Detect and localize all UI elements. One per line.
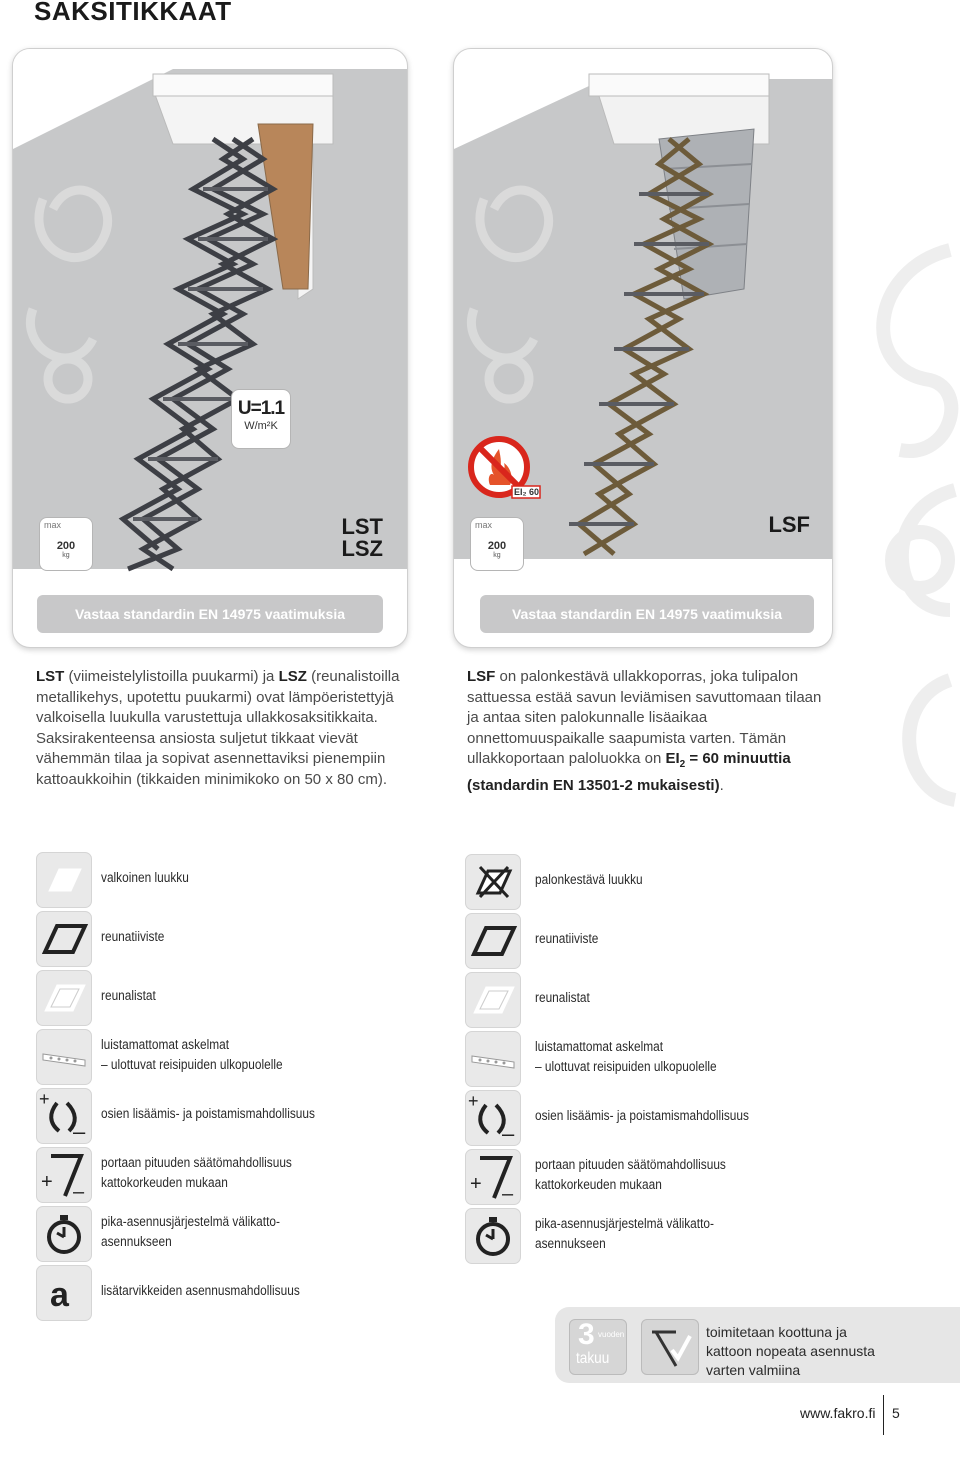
max-load-value: 200 <box>487 540 507 552</box>
warranty-label: takuu <box>576 1350 610 1367</box>
length-adjust-icon <box>36 1147 92 1203</box>
feature-label-line: pika-asennusjärjestelmä välikatto- <box>101 1214 280 1229</box>
max-load-badge <box>39 517 93 571</box>
svg-text:+: + <box>468 1091 479 1111</box>
feature-label-line: pika-asennusjärjestelmä välikatto- <box>535 1216 714 1231</box>
accessories-icon <box>36 1265 92 1321</box>
website-link[interactable]: www.fakro.fi <box>800 1405 876 1421</box>
model-lsz: LSZ <box>278 668 307 685</box>
seal-icon <box>465 913 521 969</box>
non-slip-steps-icon <box>36 1029 92 1085</box>
standard-bar: Vastaa standardin EN 14975 vaatimuksia <box>480 595 814 633</box>
model-lsf: LSF <box>467 668 496 685</box>
length-adjust-icon <box>465 1149 521 1205</box>
add-remove-segment-icon <box>465 1090 521 1146</box>
feature-label <box>101 1104 315 1124</box>
warranty-years: 3 <box>578 1318 595 1351</box>
delivery-text-line: kattoon nopeata asennusta <box>706 1343 875 1359</box>
feature-label <box>101 1153 292 1193</box>
feature-label-line: luistamattomat askelmat <box>535 1039 664 1054</box>
feature-label <box>101 868 189 888</box>
quick-install-icon <box>36 1206 92 1262</box>
feature-label-line: luistamattomat askelmat <box>101 1037 230 1052</box>
svg-text:+: + <box>41 1171 53 1193</box>
max-load-label: max <box>475 520 493 530</box>
fireproof-hatch-icon <box>465 854 521 910</box>
quick-install-icon <box>465 1208 521 1264</box>
feature-label-line: lisätarvikkeiden asennusmahdollisuus <box>101 1283 300 1298</box>
feature-label-line: – ulottuvat reisipuiden ulkopuolelle <box>535 1059 717 1074</box>
footer <box>800 1405 900 1421</box>
fire-class-label: EI₂ 60 <box>514 487 540 497</box>
description-text: on palonkestävä ullakkoporras, joka tulipalon sattuessa estää savun leviämisen savuttomaan tilaan ja antaa siten palokunnalle lisäaikaa onnettomuuspaikalle saapumista varten. Tämän ullakkoportaan paloluokka on <box>467 668 822 767</box>
description-text: (viimeistelylistoilla puukarmi) ja <box>64 668 279 685</box>
description-lst-lsz <box>36 667 412 790</box>
model-name-lsf: LSF <box>768 512 810 537</box>
standard-bar: Vastaa standardin EN 14975 vaatimuksia <box>37 595 383 633</box>
feature-label-line: – ulottuvat reisipuiden ulkopuolelle <box>101 1057 283 1072</box>
fire-class: EI <box>665 750 680 767</box>
u-value-unit: W/m²K <box>244 420 278 432</box>
feature-label <box>101 986 156 1006</box>
feature-label <box>101 1212 280 1252</box>
white-hatch-icon <box>36 852 92 908</box>
warranty-badge <box>569 1319 627 1375</box>
feature-label-line: kattokorkeuden mukaan <box>535 1177 662 1192</box>
feature-label <box>535 1155 726 1195</box>
feature-label <box>535 1214 714 1254</box>
description-lsf <box>467 667 837 796</box>
feature-label <box>535 988 590 1008</box>
fire-class-subscript: 2 <box>679 759 686 770</box>
svg-text:+: + <box>39 1089 50 1109</box>
delivery-text-line: varten valmiina <box>706 1362 801 1378</box>
footer-divider <box>883 1395 884 1435</box>
feature-label <box>101 1035 283 1075</box>
preassembled-icon <box>641 1319 699 1375</box>
svg-text:+: + <box>470 1173 482 1195</box>
feature-label-line: reunalistat <box>101 988 156 1003</box>
model-name-lst: LST <box>341 514 383 539</box>
max-load-value: 200 <box>56 540 76 552</box>
svg-text:–: – <box>502 1121 515 1145</box>
page-title: SAKSITIKKAAT <box>34 0 232 26</box>
trim-icon <box>36 970 92 1026</box>
seal-icon <box>36 911 92 967</box>
svg-text:–: – <box>73 1119 86 1143</box>
delivery-text-line: toimitetaan koottuna ja <box>706 1324 847 1340</box>
feature-label-line: kattokorkeuden mukaan <box>101 1175 228 1190</box>
max-load-unit: kg <box>493 552 501 559</box>
feature-label-line: reunatiiviste <box>101 929 165 944</box>
u-value-badge <box>231 389 291 449</box>
feature-label-line: reunalistat <box>535 990 590 1005</box>
page-number: 5 <box>892 1405 900 1421</box>
feature-label-line: asennukseen <box>101 1234 172 1249</box>
fire-class-value: = 60 minuuttia (standardin EN 13501-2 mukaisesti) <box>467 750 791 794</box>
feature-label <box>535 929 598 949</box>
svg-text:–: – <box>73 1181 85 1202</box>
delivery-text <box>706 1323 875 1380</box>
product-card-lst-lsz <box>12 48 408 648</box>
max-load-label: max <box>44 520 62 530</box>
feature-label-line: osien lisäämis- ja poistamismahdollisuus <box>535 1108 749 1123</box>
description-text: . <box>719 776 724 794</box>
description-text: (reunalistoilla metallikehys, upotettu puukarmi) ovat lämpöeristettyjä valkoisella luukulla varustettuja ullakkosaksitikkaita. Saksirakenteensa ansiosta suljetut tikkaat vievät vähemmän tilaa ja sopivat asennettaviksi pienempiin kattoaukkoihin (tikkaiden minimikoko on 50 x 80 cm). <box>36 668 400 788</box>
feature-label <box>535 1106 749 1126</box>
feature-label <box>101 1281 300 1301</box>
feature-label-line: valkoinen luukku <box>101 870 189 885</box>
feature-label <box>101 927 164 947</box>
feature-label-line: portaan pituuden säätömahdollisuus <box>101 1155 292 1170</box>
svg-text:a: a <box>50 1276 69 1314</box>
max-load-badge <box>470 517 524 571</box>
delivery-info-box <box>555 1307 960 1383</box>
warranty-years-label: vuoden <box>598 1330 625 1339</box>
non-slip-steps-icon <box>465 1031 521 1087</box>
add-remove-segment-icon <box>36 1088 92 1144</box>
svg-text:–: – <box>502 1183 514 1204</box>
feature-label-line: portaan pituuden säätömahdollisuus <box>535 1157 726 1172</box>
u-value-main: U=1.1 <box>237 398 285 419</box>
feature-label-line: asennukseen <box>535 1236 606 1251</box>
feature-label-line: reunatiiviste <box>535 931 599 946</box>
feature-label-line: osien lisäämis- ja poistamismahdollisuus <box>101 1106 315 1121</box>
max-load-unit: kg <box>62 552 70 559</box>
model-lst: LST <box>36 668 65 685</box>
product-card-lsf <box>453 48 833 648</box>
feature-label <box>535 1037 717 1077</box>
model-name-lsz: LSZ <box>341 536 383 561</box>
feature-label-line: palonkestävä luukku <box>535 872 643 887</box>
feature-label <box>535 870 643 890</box>
trim-icon <box>465 972 521 1028</box>
